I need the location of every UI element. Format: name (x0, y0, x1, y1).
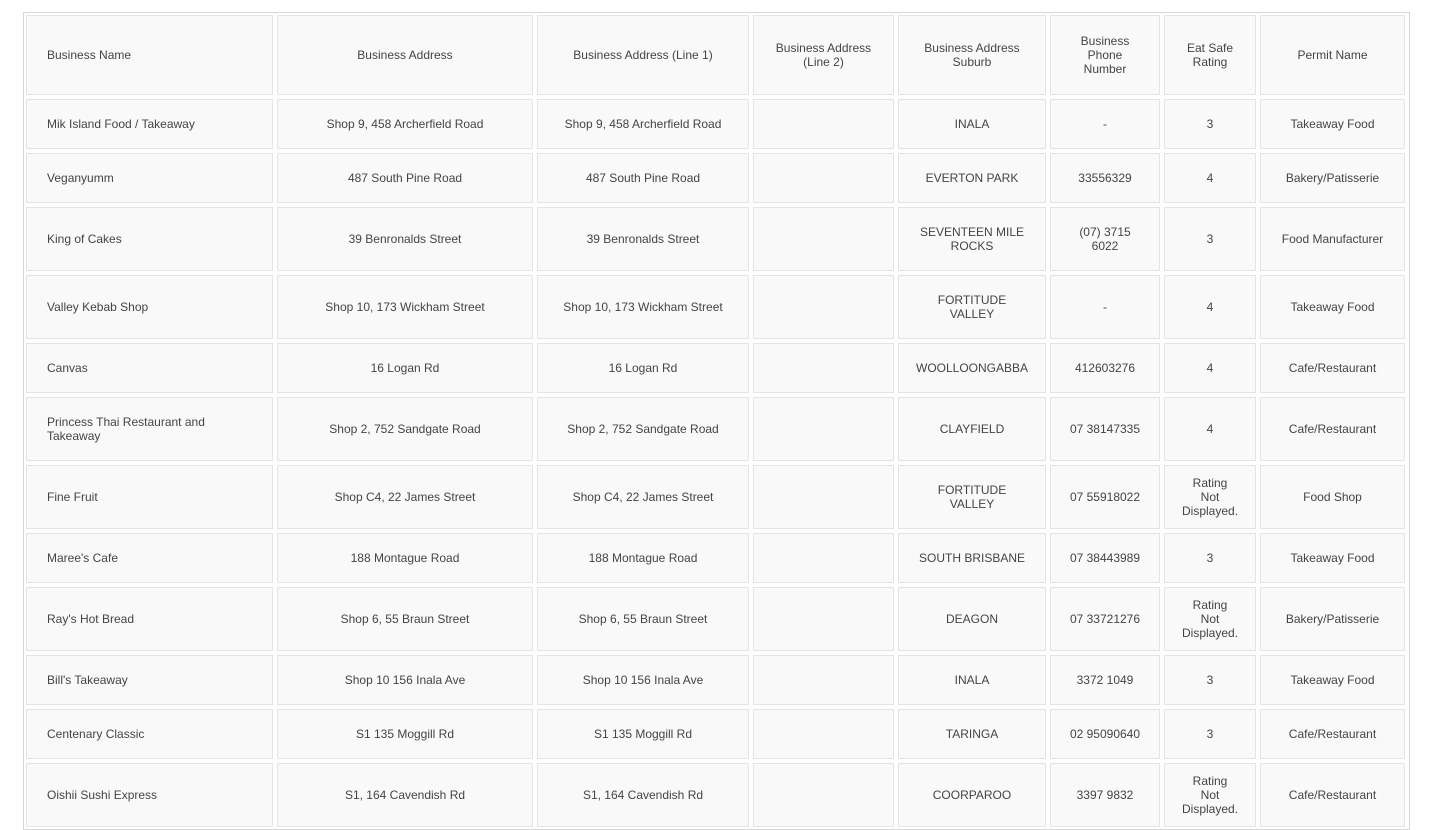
cell-address-line-2 (751, 273, 896, 341)
cell-address-line-2 (751, 653, 896, 707)
cell-permit-name: Takeaway Food (1258, 531, 1407, 585)
cell-phone: 07 38147335 (1048, 395, 1162, 463)
table-row[interactable] (24, 463, 1407, 531)
header-business-address[interactable]: Business Address (275, 13, 535, 97)
cell-business-address: Shop 9, 458 Archerfield Road (275, 97, 535, 151)
table-row[interactable] (24, 531, 1407, 585)
header-business-name[interactable]: Business Name (24, 13, 275, 97)
cell-phone: 3372 1049 (1048, 653, 1162, 707)
cell-address-line-2 (751, 97, 896, 151)
cell-rating: 4 (1162, 341, 1258, 395)
cell-rating: 3 (1162, 531, 1258, 585)
cell-phone: - (1048, 273, 1162, 341)
cell-suburb: FORTITUDE VALLEY (896, 273, 1048, 341)
cell-rating: 4 (1162, 395, 1258, 463)
cell-permit-name: Takeaway Food (1258, 97, 1407, 151)
cell-business-address: 487 South Pine Road (275, 151, 535, 205)
table-row[interactable] (24, 151, 1407, 205)
table-row[interactable] (24, 205, 1407, 273)
cell-suburb: INALA (896, 97, 1048, 151)
cell-permit-name: Cafe/Restaurant (1258, 707, 1407, 761)
cell-address-line-1: 487 South Pine Road (535, 151, 751, 205)
cell-rating: Rating Not Displayed. (1162, 585, 1258, 653)
cell-phone: 07 38443989 (1048, 531, 1162, 585)
cell-address-line-1: 39 Benronalds Street (535, 205, 751, 273)
table-row[interactable] (24, 341, 1407, 395)
cell-suburb: INALA (896, 653, 1048, 707)
cell-phone: 07 55918022 (1048, 463, 1162, 531)
food-businesses-table (24, 13, 1407, 829)
cell-address-line-1: S1 135 Moggill Rd (535, 707, 751, 761)
cell-business-name: Canvas (24, 341, 275, 395)
cell-business-address: Shop 6, 55 Braun Street (275, 585, 535, 653)
cell-suburb: EVERTON PARK (896, 151, 1048, 205)
cell-address-line-1: Shop 10, 173 Wickham Street (535, 273, 751, 341)
cell-address-line-1: 16 Logan Rd (535, 341, 751, 395)
cell-business-address: S1 135 Moggill Rd (275, 707, 535, 761)
table-row[interactable] (24, 707, 1407, 761)
cell-rating: 3 (1162, 653, 1258, 707)
cell-phone: 412603276 (1048, 341, 1162, 395)
cell-business-name: Oishii Sushi Express (24, 761, 275, 829)
cell-business-address: Shop 2, 752 Sandgate Road (275, 395, 535, 463)
cell-phone: 02 95090640 (1048, 707, 1162, 761)
cell-business-name: Princess Thai Restaurant and Takeaway (24, 395, 275, 463)
header-business-address-line-1[interactable]: Business Address (Line 1) (535, 13, 751, 97)
header-business-address-line-2[interactable]: Business Address (Line 2) (751, 13, 896, 97)
cell-rating: Rating Not Displayed. (1162, 463, 1258, 531)
table-row[interactable] (24, 395, 1407, 463)
cell-business-name: Valley Kebab Shop (24, 273, 275, 341)
cell-business-address: Shop 10 156 Inala Ave (275, 653, 535, 707)
cell-address-line-2 (751, 531, 896, 585)
cell-rating: Rating Not Displayed. (1162, 761, 1258, 829)
cell-business-name: Bill's Takeaway (24, 653, 275, 707)
cell-suburb: DEAGON (896, 585, 1048, 653)
cell-permit-name: Cafe/Restaurant (1258, 761, 1407, 829)
cell-address-line-1: Shop 6, 55 Braun Street (535, 585, 751, 653)
cell-rating: 4 (1162, 151, 1258, 205)
cell-address-line-2 (751, 463, 896, 531)
cell-address-line-1: S1, 164 Cavendish Rd (535, 761, 751, 829)
cell-permit-name: Food Manufacturer (1258, 205, 1407, 273)
cell-address-line-1: Shop 10 156 Inala Ave (535, 653, 751, 707)
cell-phone: (07) 3715 6022 (1048, 205, 1162, 273)
cell-business-address: Shop C4, 22 James Street (275, 463, 535, 531)
data-table-container (23, 12, 1410, 830)
cell-address-line-2 (751, 151, 896, 205)
table-row[interactable] (24, 273, 1407, 341)
cell-address-line-1: Shop 2, 752 Sandgate Road (535, 395, 751, 463)
cell-business-address: 188 Montague Road (275, 531, 535, 585)
cell-business-name: Fine Fruit (24, 463, 275, 531)
table-row[interactable] (24, 653, 1407, 707)
table-body (24, 97, 1407, 829)
cell-business-name: Mik Island Food / Takeaway (24, 97, 275, 151)
cell-suburb: WOOLLOONGABBA (896, 341, 1048, 395)
cell-phone: 07 33721276 (1048, 585, 1162, 653)
cell-permit-name: Bakery/Patisserie (1258, 151, 1407, 205)
cell-address-line-2 (751, 205, 896, 273)
cell-suburb: TARINGA (896, 707, 1048, 761)
cell-suburb: SOUTH BRISBANE (896, 531, 1048, 585)
cell-business-address: 39 Benronalds Street (275, 205, 535, 273)
cell-suburb: FORTITUDE VALLEY (896, 463, 1048, 531)
table-row[interactable] (24, 97, 1407, 151)
header-row (24, 13, 1407, 97)
cell-phone: - (1048, 97, 1162, 151)
header-business-phone-number[interactable]: Business Phone Number (1048, 13, 1162, 97)
cell-address-line-2 (751, 585, 896, 653)
header-business-address-suburb[interactable]: Business Address Suburb (896, 13, 1048, 97)
header-eat-safe-rating[interactable]: Eat Safe Rating (1162, 13, 1258, 97)
cell-address-line-1: Shop 9, 458 Archerfield Road (535, 97, 751, 151)
cell-permit-name: Bakery/Patisserie (1258, 585, 1407, 653)
cell-address-line-2 (751, 341, 896, 395)
cell-business-name: Centenary Classic (24, 707, 275, 761)
cell-permit-name: Cafe/Restaurant (1258, 395, 1407, 463)
cell-business-name: Veganyumm (24, 151, 275, 205)
cell-business-name: Maree's Cafe (24, 531, 275, 585)
table-row[interactable] (24, 761, 1407, 829)
cell-permit-name: Takeaway Food (1258, 653, 1407, 707)
cell-suburb: COORPAROO (896, 761, 1048, 829)
cell-rating: 4 (1162, 273, 1258, 341)
header-permit-name[interactable]: Permit Name (1258, 13, 1407, 97)
cell-phone: 3397 9832 (1048, 761, 1162, 829)
cell-permit-name: Takeaway Food (1258, 273, 1407, 341)
cell-address-line-2 (751, 395, 896, 463)
cell-business-address: Shop 10, 173 Wickham Street (275, 273, 535, 341)
cell-business-name: Ray's Hot Bread (24, 585, 275, 653)
cell-rating: 3 (1162, 97, 1258, 151)
cell-business-name: King of Cakes (24, 205, 275, 273)
cell-business-address: 16 Logan Rd (275, 341, 535, 395)
cell-rating: 3 (1162, 205, 1258, 273)
cell-address-line-1: 188 Montague Road (535, 531, 751, 585)
cell-business-address: S1, 164 Cavendish Rd (275, 761, 535, 829)
cell-phone: 33556329 (1048, 151, 1162, 205)
cell-address-line-2 (751, 761, 896, 829)
cell-rating: 3 (1162, 707, 1258, 761)
cell-address-line-1: Shop C4, 22 James Street (535, 463, 751, 531)
cell-permit-name: Cafe/Restaurant (1258, 341, 1407, 395)
cell-suburb: CLAYFIELD (896, 395, 1048, 463)
cell-address-line-2 (751, 707, 896, 761)
cell-suburb: SEVENTEEN MILE ROCKS (896, 205, 1048, 273)
table-row[interactable] (24, 585, 1407, 653)
cell-permit-name: Food Shop (1258, 463, 1407, 531)
